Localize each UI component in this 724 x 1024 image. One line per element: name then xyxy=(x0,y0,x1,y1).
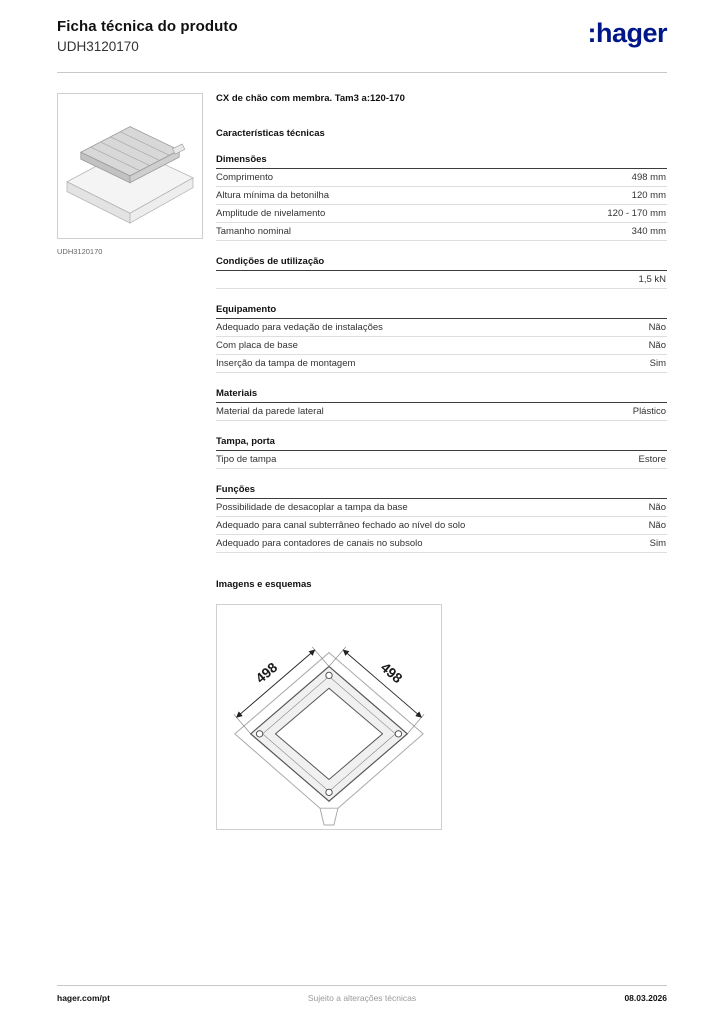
section-materiais xyxy=(216,388,667,421)
section-title: Dimensões xyxy=(216,154,667,169)
spec-value: Plástico xyxy=(632,406,666,417)
spec-value: Estore xyxy=(638,454,666,465)
spec-row xyxy=(216,403,667,421)
floor-box-isometric-drawing xyxy=(61,103,199,229)
page-title: Ficha técnica do produto xyxy=(57,18,238,35)
header-divider xyxy=(57,72,667,73)
spec-row xyxy=(216,451,667,469)
product-code: UDH3120170 xyxy=(57,39,139,54)
footer-link[interactable]: hager.com/pt xyxy=(57,993,110,1003)
spec-label: Adequado para canal subterrâneo fechado ao nível do solo xyxy=(216,520,466,531)
spec-row xyxy=(216,355,667,373)
dimension-diagram xyxy=(216,604,442,830)
spec-row xyxy=(216,271,667,289)
dimension-label-right: 498 xyxy=(377,658,406,687)
section-title: Tampa, porta xyxy=(216,436,667,451)
spec-row xyxy=(216,187,667,205)
spec-value: Sim xyxy=(649,358,666,369)
spec-label: Altura mínima da betonilha xyxy=(216,190,330,201)
spec-value: 498 mm xyxy=(631,172,666,183)
footer-date: 08.03.2026 xyxy=(624,993,667,1003)
spec-row xyxy=(216,535,667,553)
spec-value: Não xyxy=(648,340,666,351)
product-image-caption: UDH3120170 xyxy=(57,247,103,256)
section-tampa-porta xyxy=(216,436,667,469)
header xyxy=(57,18,667,54)
spec-label: Adequado para contadores de canais no subsolo xyxy=(216,538,423,549)
section-title: Equipamento xyxy=(216,304,667,319)
spec-row xyxy=(216,499,667,517)
spec-value: 1,5 kN xyxy=(638,274,666,285)
product-image xyxy=(57,93,203,239)
spec-value: 340 mm xyxy=(631,226,666,237)
spec-label: Tipo de tampa xyxy=(216,454,277,465)
spec-label: Possibilidade de desacoplar a tampa da base xyxy=(216,502,408,513)
spec-label: Com placa de base xyxy=(216,340,298,351)
section-title: Funções xyxy=(216,484,667,499)
title-block xyxy=(57,18,238,54)
spec-row xyxy=(216,169,667,187)
dimension-label-left: 498 xyxy=(252,658,281,687)
spec-label: Amplitude de nivelamento xyxy=(216,208,326,219)
spec-value: 120 mm xyxy=(631,190,666,201)
hager-logo: :hager xyxy=(587,18,667,48)
section-condicoes xyxy=(216,256,667,289)
spec-row xyxy=(216,517,667,535)
main-content xyxy=(216,93,667,830)
spec-row xyxy=(216,205,667,223)
section-dimensoes xyxy=(216,154,667,241)
section-title: Condições de utilização xyxy=(216,256,667,271)
spec-label: Adequado para vedação de instalações xyxy=(216,322,383,333)
spec-value: Não xyxy=(648,502,666,513)
spec-label: Comprimento xyxy=(216,172,274,183)
section-equipamento xyxy=(216,304,667,373)
spec-row xyxy=(216,319,667,337)
spec-value: Não xyxy=(648,322,666,333)
spec-value: Sim xyxy=(649,538,666,549)
section-title: Materiais xyxy=(216,388,667,403)
spec-value: 120 - 170 mm xyxy=(607,208,666,219)
section-funcoes xyxy=(216,484,667,553)
footer xyxy=(57,993,667,1009)
characteristics-title: Características técnicas xyxy=(216,128,325,139)
spec-row xyxy=(216,223,667,241)
product-image-column xyxy=(57,93,203,256)
spec-label: Inserção da tampa de montagem xyxy=(216,358,356,369)
spec-row xyxy=(216,337,667,355)
spec-label: Material da parede lateral xyxy=(216,406,324,417)
floor-box-dimension-drawing xyxy=(217,605,441,829)
product-description: CX de chão com membra. Tam3 a:120-170 xyxy=(216,93,405,104)
footer-divider xyxy=(57,985,667,986)
footer-note: Sujeito a alterações técnicas xyxy=(307,993,417,1003)
spec-label: Tamanho nominal xyxy=(216,226,291,237)
spec-value: Não xyxy=(648,520,666,531)
images-section-title: Imagens e esquemas xyxy=(216,579,312,590)
